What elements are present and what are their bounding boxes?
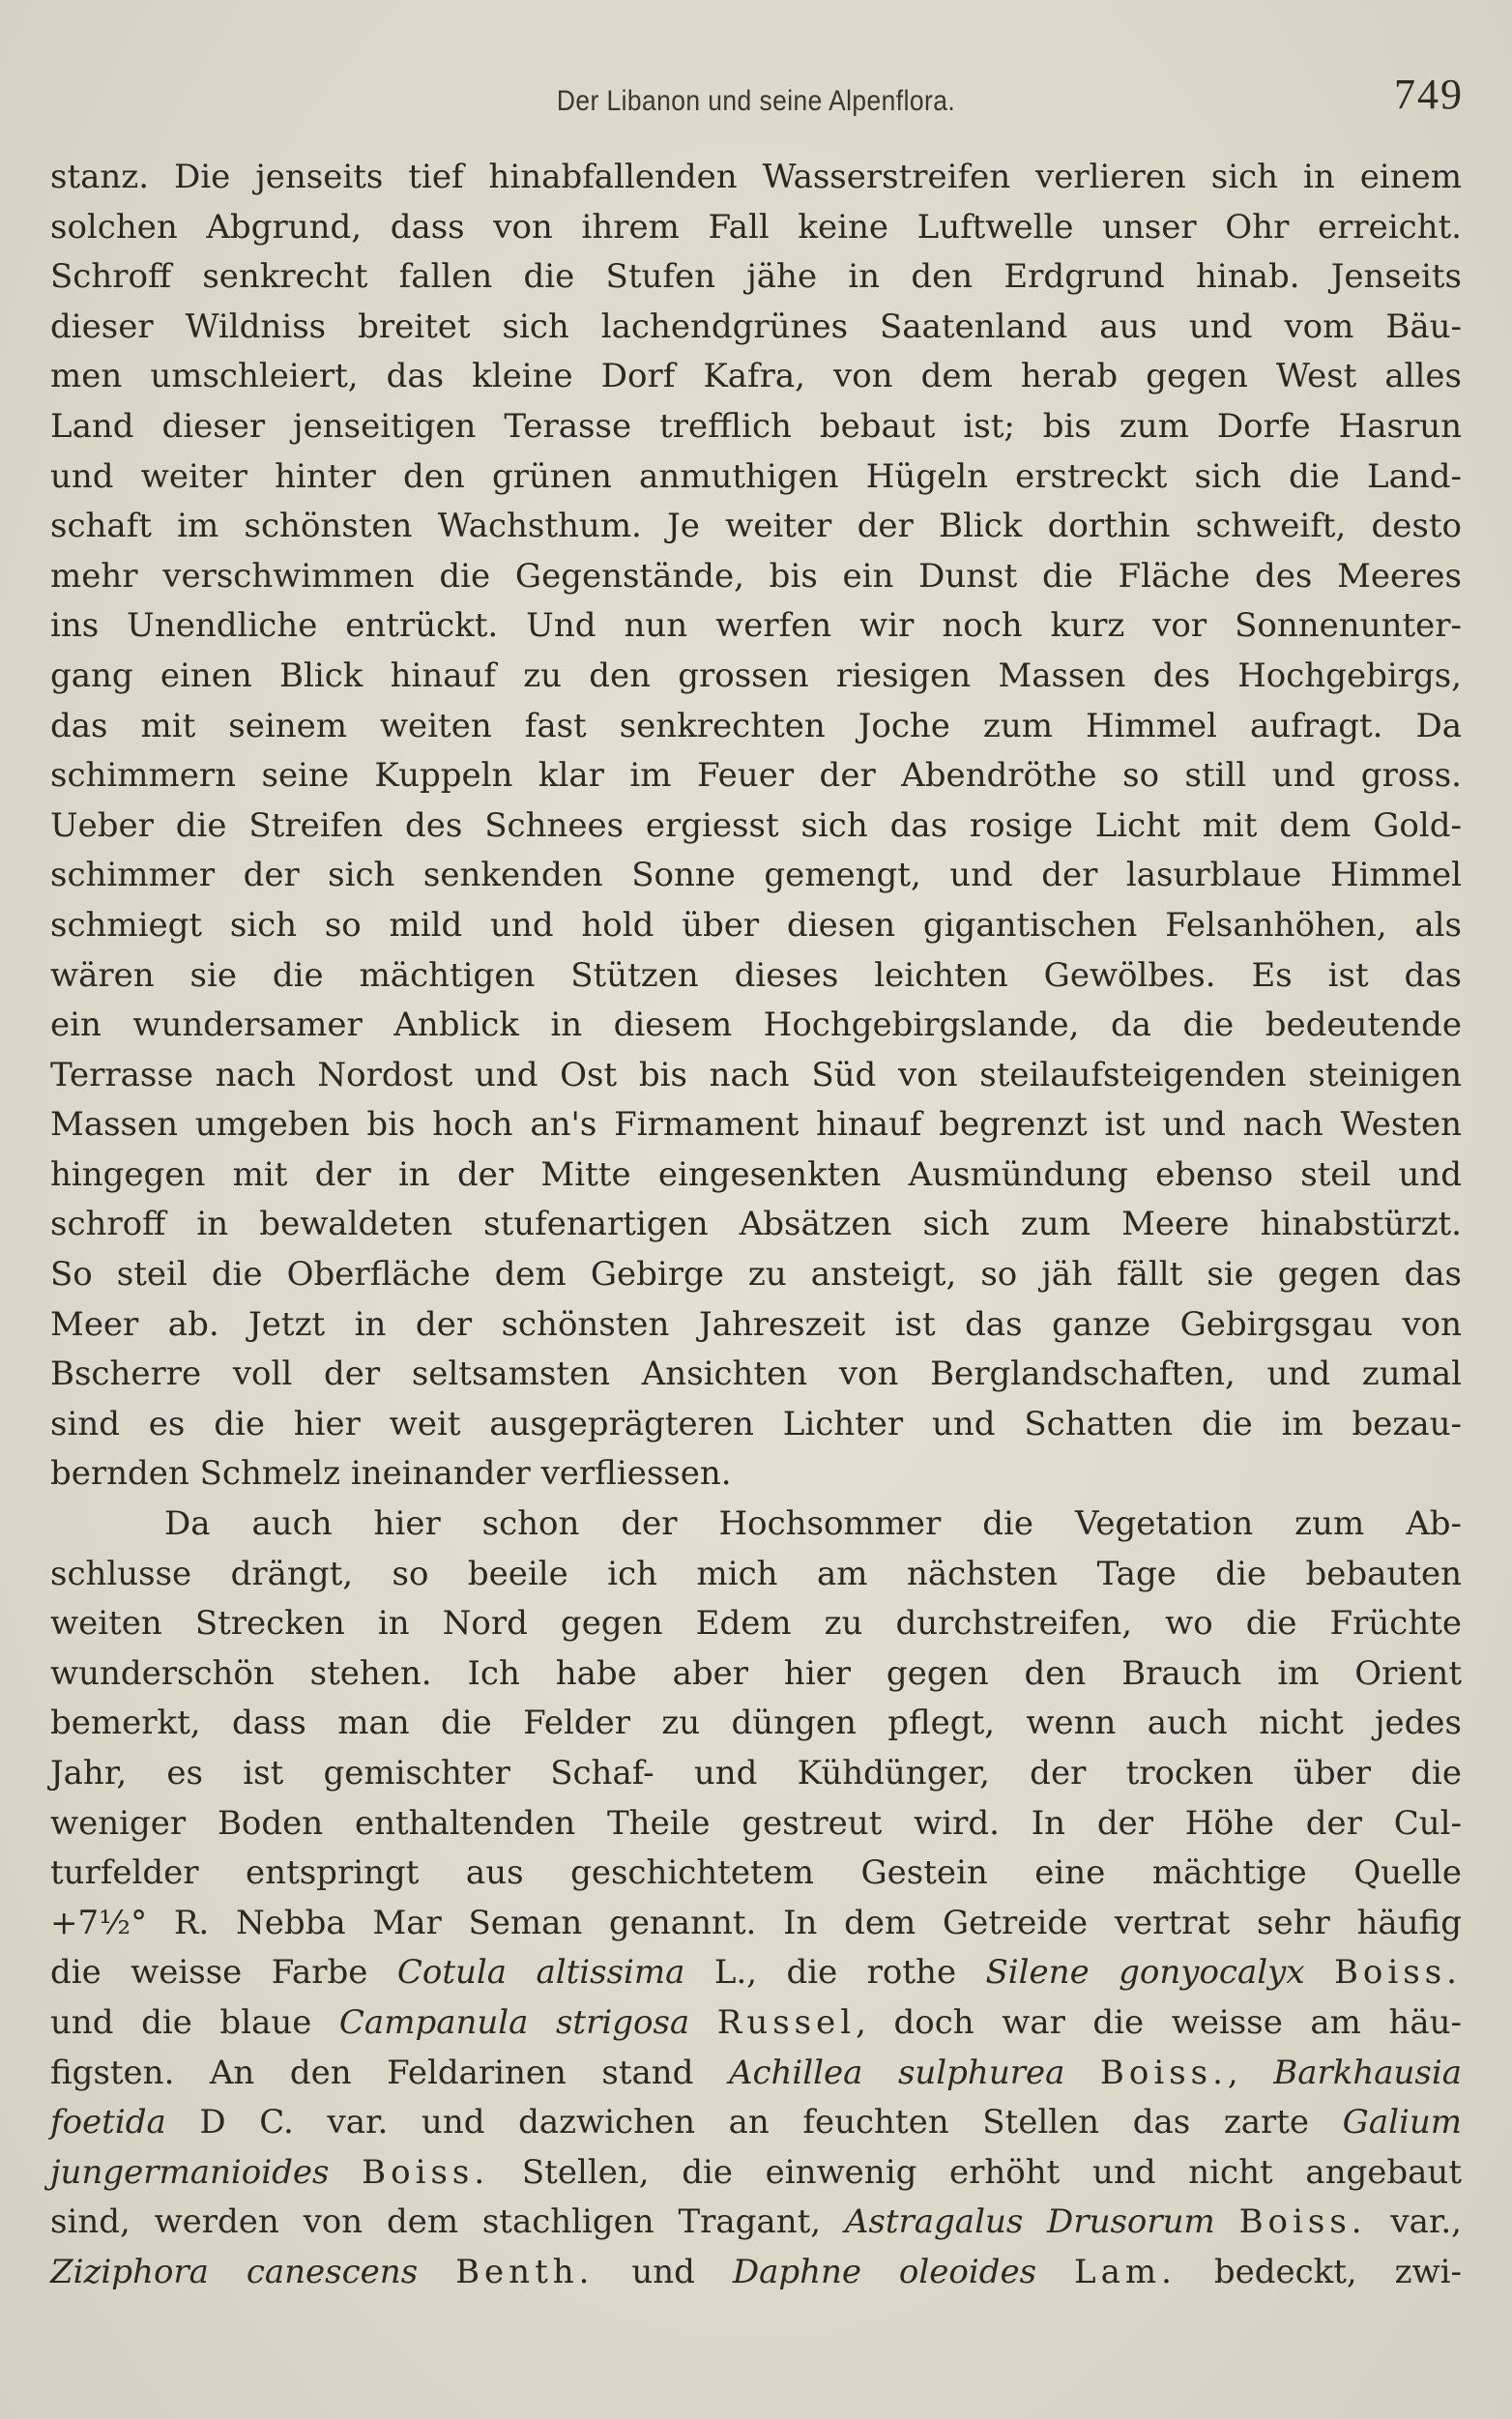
text-segment: und xyxy=(594,2252,733,2291)
text-segment: L., die rothe xyxy=(684,1953,986,1993)
text-line xyxy=(50,1749,1462,1799)
text-line xyxy=(50,1649,1462,1700)
page-header xyxy=(0,71,1512,133)
text-segment: bedeckt, zwi- xyxy=(1176,2252,1462,2291)
text-segment: und die blaue xyxy=(50,2002,339,2042)
text-line xyxy=(50,402,1462,452)
body-text xyxy=(50,153,1462,2298)
text-line xyxy=(50,1151,1462,1201)
text-segment: gang einen Blick hinauf zu den grossen riesigen Massen des Hochgebirgs, xyxy=(50,656,1462,695)
text-segment: die weisse Farbe xyxy=(50,1953,397,1993)
text-line xyxy=(50,2198,1462,2248)
text-line xyxy=(50,1051,1462,1101)
text-segment xyxy=(689,2003,717,2042)
italic-text: foetida xyxy=(50,2103,166,2142)
spaced-text: Boiss. xyxy=(1099,2053,1228,2092)
text-line xyxy=(50,1550,1462,1600)
text-line xyxy=(50,1998,1462,2049)
text-segment: schimmern seine Kuppeln klar im Feuer der Abendröthe so still und gross. xyxy=(50,756,1462,796)
spaced-text: Boiss. xyxy=(1238,2202,1367,2242)
text-line xyxy=(50,502,1462,552)
italic-text: Barkhausia xyxy=(1273,2053,1463,2092)
text-segment: Land dieser jenseitigen Terasse trefflich bebaut ist; bis zum Dorfe Hasrun xyxy=(50,406,1462,446)
text-line xyxy=(50,452,1462,503)
italic-text: Cotula altissima xyxy=(396,1953,685,1993)
text-line xyxy=(50,851,1462,901)
text-segment: sind es die hier weit ausgeprägteren Lichter und Schatten die im bezau- xyxy=(50,1404,1462,1443)
text-segment: Stellen, die einwenig erhöht und nicht angebaut xyxy=(489,2152,1462,2192)
text-segment: weiten Strecken in Nord gegen Edem zu durchstreifen, wo die Früchte xyxy=(50,1604,1462,1644)
text-segment xyxy=(1215,2202,1239,2241)
text-line xyxy=(50,1948,1462,1998)
text-segment xyxy=(1064,2054,1100,2092)
spaced-text: Lam. xyxy=(1074,2252,1177,2291)
text-segment: schroff in bewaldeten stufenartigen Absätzen sich zum Meere hinabstürzt. xyxy=(50,1205,1462,1244)
text-segment: schimmer der sich senkenden Sonne gemengt, und der lasurblaue Himmel xyxy=(50,856,1462,895)
text-segment: stanz. Die jenseits tief hinabfallenden Wasserstreifen verlieren sich in einem xyxy=(50,158,1462,196)
text-segment: men umschleiert, das kleine Dorf Kafra, von dem herab gegen West alles xyxy=(50,357,1462,396)
running-title: Der Libanon und seine Alpenflora. xyxy=(556,85,956,117)
text-segment: schaft im schönsten Wachsthum. Je weiter der Blick dorthin schweift, desto xyxy=(50,507,1462,546)
text-segment: +7½° R. Nebba Mar Seman genannt. In dem Getreide vertrat sehr häufig xyxy=(50,1903,1462,1942)
text-line xyxy=(50,1799,1462,1850)
text-line xyxy=(50,1200,1462,1250)
italic-text: Campanula strigosa xyxy=(338,2002,690,2042)
text-line xyxy=(50,1899,1462,1949)
text-line xyxy=(50,951,1462,1002)
text-segment xyxy=(1036,2253,1074,2291)
text-line xyxy=(50,801,1462,852)
text-line xyxy=(50,2248,1462,2298)
text-line xyxy=(50,552,1462,602)
text-line xyxy=(50,1449,1462,1500)
italic-text: Silene gonyocalyx xyxy=(985,1953,1305,1993)
text-line xyxy=(50,601,1462,652)
text-line xyxy=(50,1500,1462,1550)
text-line xyxy=(50,901,1462,951)
text-segment: ein wundersamer Anblick in diesem Hochgebirgslande, da die bedeutende xyxy=(50,1005,1462,1045)
text-segment: hingegen mit der in der Mitte eingesenkten Ausmündung ebenso steil und xyxy=(50,1154,1462,1194)
italic-text: Galium xyxy=(1342,2103,1462,2142)
text-line xyxy=(50,203,1462,253)
text-segment: schlusse drängt, so beeile ich mich am nächsten Tage die bebauten xyxy=(50,1554,1462,1593)
text-segment: Bscherre voll der seltsamsten Ansichten von Berglandschaften, und zumal xyxy=(50,1355,1462,1394)
text-line xyxy=(50,2049,1462,2099)
text-segment: dieser Wildniss breitet sich lachendgrünes Saatenland aus und vom Bäu- xyxy=(50,306,1462,346)
text-segment: figsten. An den Feldarinen stand xyxy=(50,2053,729,2092)
text-segment: D C. var. und dazwichen an feuchten Stellen das zarte xyxy=(165,2103,1343,2142)
text-line xyxy=(50,1849,1462,1899)
text-segment: turfelder entspringt aus geschichtetem Gestein eine mächtige Quelle xyxy=(50,1853,1462,1893)
text-line xyxy=(50,1599,1462,1649)
text-segment: , doch war die weisse am häu- xyxy=(856,2002,1463,2042)
italic-text: jungermanioides xyxy=(50,2152,330,2192)
text-segment xyxy=(418,2253,455,2291)
text-segment: und weiter hinter den grünen anmuthigen Hügeln erstreckt sich die Land- xyxy=(50,456,1462,496)
text-segment xyxy=(329,2153,362,2192)
text-segment: Meer ab. Jetzt in der schönsten Jahreszeit ist das ganze Gebirgsgau von xyxy=(50,1304,1462,1344)
text-segment: bernden Schmelz ineinander verfliessen. xyxy=(50,1454,732,1494)
page-number: 749 xyxy=(1394,71,1464,118)
text-segment: Schroff senkrecht fallen die Stufen jähe in den Erdgrund hinab. Jenseits xyxy=(50,257,1462,297)
text-segment: wunderschön stehen. Ich habe aber hier gegen den Brauch im Orient xyxy=(50,1653,1462,1693)
text-segment: ins Unendliche entrückt. Und nun werfen wir noch kurz vor Sonnenunter- xyxy=(50,606,1462,646)
text-line xyxy=(50,252,1462,303)
text-line xyxy=(50,303,1462,353)
text-line xyxy=(50,1350,1462,1400)
text-segment: solchen Abgrund, dass von ihrem Fall keine Luftwelle unser Ohr erreicht. xyxy=(50,207,1462,247)
spaced-text: Boiss. xyxy=(362,2152,490,2192)
italic-text: Achillea sulphurea xyxy=(728,2053,1065,2092)
text-line xyxy=(50,352,1462,402)
text-line xyxy=(50,1300,1462,1351)
italic-text: Ziziphora canescens xyxy=(50,2252,419,2291)
text-segment: wären sie die mächtigen Stützen dieses leichten Gewölbes. Es ist das xyxy=(50,955,1462,995)
text-line xyxy=(50,1400,1462,1450)
text-segment: weniger Boden enthaltenden Theile gestreut wird. In der Höhe der Cul- xyxy=(50,1803,1462,1843)
text-segment: So steil die Oberfläche dem Gebirge zu ansteigt, so jäh fällt sie gegen das xyxy=(50,1255,1462,1295)
text-line xyxy=(50,1699,1462,1749)
text-segment: Massen umgeben bis hoch an's Firmament hinauf begrenzt ist und nach Westen xyxy=(50,1105,1462,1145)
text-line xyxy=(50,1001,1462,1051)
spaced-text: Benth. xyxy=(455,2252,595,2291)
text-line xyxy=(50,153,1462,203)
italic-text: Daphne oleoides xyxy=(732,2252,1037,2291)
text-line xyxy=(50,751,1462,801)
text-segment: Jahr, es ist gemischter Schaf- und Kühdünger, der trocken über die xyxy=(50,1754,1462,1792)
text-segment: var., xyxy=(1366,2202,1462,2242)
text-line xyxy=(50,1250,1462,1300)
italic-text: Astragalus Drusorum xyxy=(844,2202,1215,2242)
text-line xyxy=(50,1100,1462,1151)
text-segment: Da auch hier schon der Hochsommer die Vegetation zum Ab- xyxy=(164,1504,1462,1544)
text-segment: sind, werden von dem stachligen Tragant, xyxy=(50,2202,845,2242)
text-line xyxy=(50,652,1462,702)
text-segment: Terrasse nach Nordost und Ost bis nach Süd von steilaufsteigenden steinigen xyxy=(50,1055,1462,1094)
text-segment: schmiegt sich so mild und hold über diesen gigantischen Felsanhöhen, als xyxy=(50,905,1462,945)
text-segment: bemerkt, dass man die Felder zu düngen pflegt, wenn auch nicht jedes xyxy=(50,1704,1462,1743)
text-line xyxy=(50,2148,1462,2199)
text-line xyxy=(50,702,1462,752)
text-line xyxy=(50,2098,1462,2148)
spaced-text: Russel xyxy=(716,2002,857,2042)
text-segment: Ueber die Streifen des Schnees ergiesst sich das rosige Licht mit dem Gold- xyxy=(50,805,1462,845)
text-segment: , xyxy=(1227,2053,1274,2092)
text-segment: das mit seinem weiten fast senkrechten Joche zum Himmel aufragt. Da xyxy=(50,706,1462,745)
text-segment: mehr verschwimmen die Gegenstände, bis ein Dunst die Fläche des Meeres xyxy=(50,556,1462,596)
spaced-text: Boiss. xyxy=(1333,1953,1462,1993)
text-segment xyxy=(1305,1953,1334,1992)
